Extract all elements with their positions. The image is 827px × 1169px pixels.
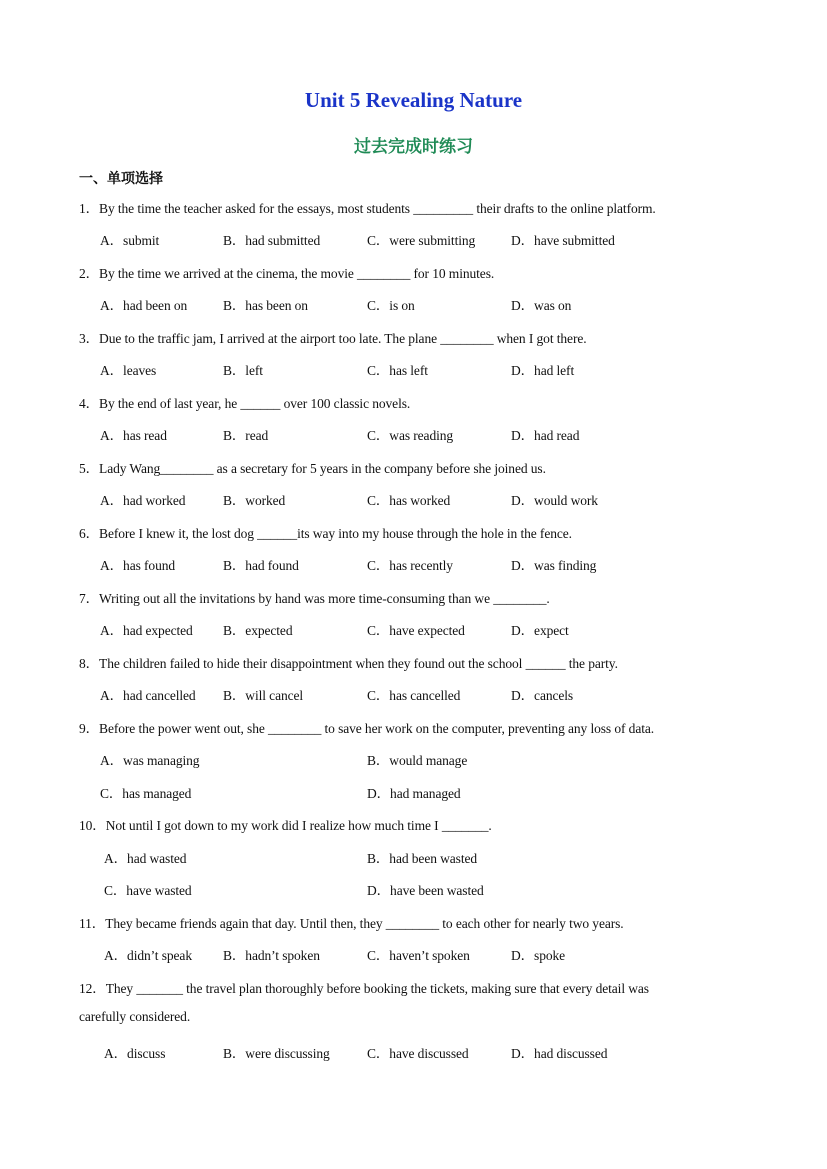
q7-option-d: D．expect xyxy=(511,623,569,638)
q10-option-a: A．had wasted xyxy=(104,851,187,866)
document-subtitle: 过去完成时练习 xyxy=(354,137,473,157)
q10-option-d: D．have been wasted xyxy=(367,883,484,898)
q10-option-c: C．have wasted xyxy=(104,883,192,898)
question-5-stem: 5．Lady Wang________ as a secretary for 5 years in the company before she joined us. xyxy=(79,461,546,476)
q1-option-c: C．were submitting xyxy=(367,233,476,248)
q4-option-d: D．had read xyxy=(511,428,580,443)
question-8-stem: 8．The children failed to hide their disappointment when they found out the school ______ the party. xyxy=(79,656,618,671)
q2-option-c: C．is on xyxy=(367,298,415,313)
question-12-stem-continued: carefully considered. xyxy=(79,1009,191,1024)
q6-option-a: A．has found xyxy=(100,558,176,573)
question-11-stem: 11．They became friends again that day. Until then, they ________ to each other for nearly two years. xyxy=(79,916,624,931)
q6-option-d: D．was finding xyxy=(511,558,597,573)
q3-option-d: D．had left xyxy=(511,363,575,378)
q11-option-a: A．didn’t speak xyxy=(104,948,192,963)
q6-option-c: C．has recently xyxy=(367,558,453,573)
q7-option-c: C．have expected xyxy=(367,623,465,638)
q9-option-c: C．has managed xyxy=(100,786,192,801)
q2-option-a: A．had been on xyxy=(100,298,188,313)
q12-option-c: C．have discussed xyxy=(367,1046,469,1061)
q11-option-b: B．hadn’t spoken xyxy=(223,948,320,963)
question-1-stem: 1．By the time the teacher asked for the essays, most students _________ their drafts to the online platform. xyxy=(79,201,656,216)
question-9-stem: 9．Before the power went out, she ________ to save her work on the computer, preventing any loss of data. xyxy=(79,721,655,736)
question-4-stem: 4．By the end of last year, he ______ over 100 classic novels. xyxy=(79,396,411,411)
q10-option-b: B．had been wasted xyxy=(367,851,478,866)
question-3-stem: 3．Due to the traffic jam, I arrived at the airport too late. The plane ________ when I got there. xyxy=(79,331,587,346)
q1-option-d: D．have submitted xyxy=(511,233,615,248)
q5-option-d: D．would work xyxy=(511,493,598,508)
q1-option-b: B．had submitted xyxy=(223,233,321,248)
q9-option-a: A．was managing xyxy=(100,753,200,768)
q4-option-b: B．read xyxy=(223,428,269,443)
q7-option-a: A．had expected xyxy=(100,623,193,638)
q3-option-c: C．has left xyxy=(367,363,428,378)
q12-option-a: A．discuss xyxy=(104,1046,166,1061)
q11-option-d: D．spoke xyxy=(511,948,566,963)
q5-option-c: C．has worked xyxy=(367,493,451,508)
q8-option-d: D．cancels xyxy=(511,688,574,703)
q9-option-d: D．had managed xyxy=(367,786,461,801)
q1-option-a: A．submit xyxy=(100,233,160,248)
q4-option-a: A．has read xyxy=(100,428,167,443)
q7-option-b: B．expected xyxy=(223,623,293,638)
q9-option-b: B．would manage xyxy=(367,753,468,768)
q12-option-d: D．had discussed xyxy=(511,1046,608,1061)
q8-option-c: C．has cancelled xyxy=(367,688,461,703)
q4-option-c: C．was reading xyxy=(367,428,454,443)
question-10-stem: 10．Not until I got down to my work did I realize how much time I _______. xyxy=(79,818,492,833)
question-7-stem: 7．Writing out all the invitations by hand was more time-consuming than we ________. xyxy=(79,591,550,606)
q8-option-a: A．had cancelled xyxy=(100,688,196,703)
q3-option-b: B．left xyxy=(223,363,263,378)
q2-option-d: D．was on xyxy=(511,298,572,313)
q5-option-b: B．worked xyxy=(223,493,286,508)
question-6-stem: 6．Before I knew it, the lost dog ______its way into my house through the hole in the fence. xyxy=(79,526,572,541)
q6-option-b: B．had found xyxy=(223,558,299,573)
section-heading: 一、单项选择 xyxy=(79,171,163,187)
q2-option-b: B．has been on xyxy=(223,298,308,313)
q5-option-a: A．had worked xyxy=(100,493,186,508)
q3-option-a: A．leaves xyxy=(100,363,157,378)
q11-option-c: C．haven’t spoken xyxy=(367,948,470,963)
document-title: Unit 5 Revealing Nature xyxy=(304,88,523,112)
question-12-stem: 12．They _______ the travel plan thoroughly before booking the tickets, making sure that every detail was xyxy=(79,981,649,996)
q12-option-b: B．were discussing xyxy=(223,1046,330,1061)
question-2-stem: 2．By the time we arrived at the cinema, the movie ________ for 10 minutes. xyxy=(79,266,495,281)
q8-option-b: B．will cancel xyxy=(223,688,304,703)
